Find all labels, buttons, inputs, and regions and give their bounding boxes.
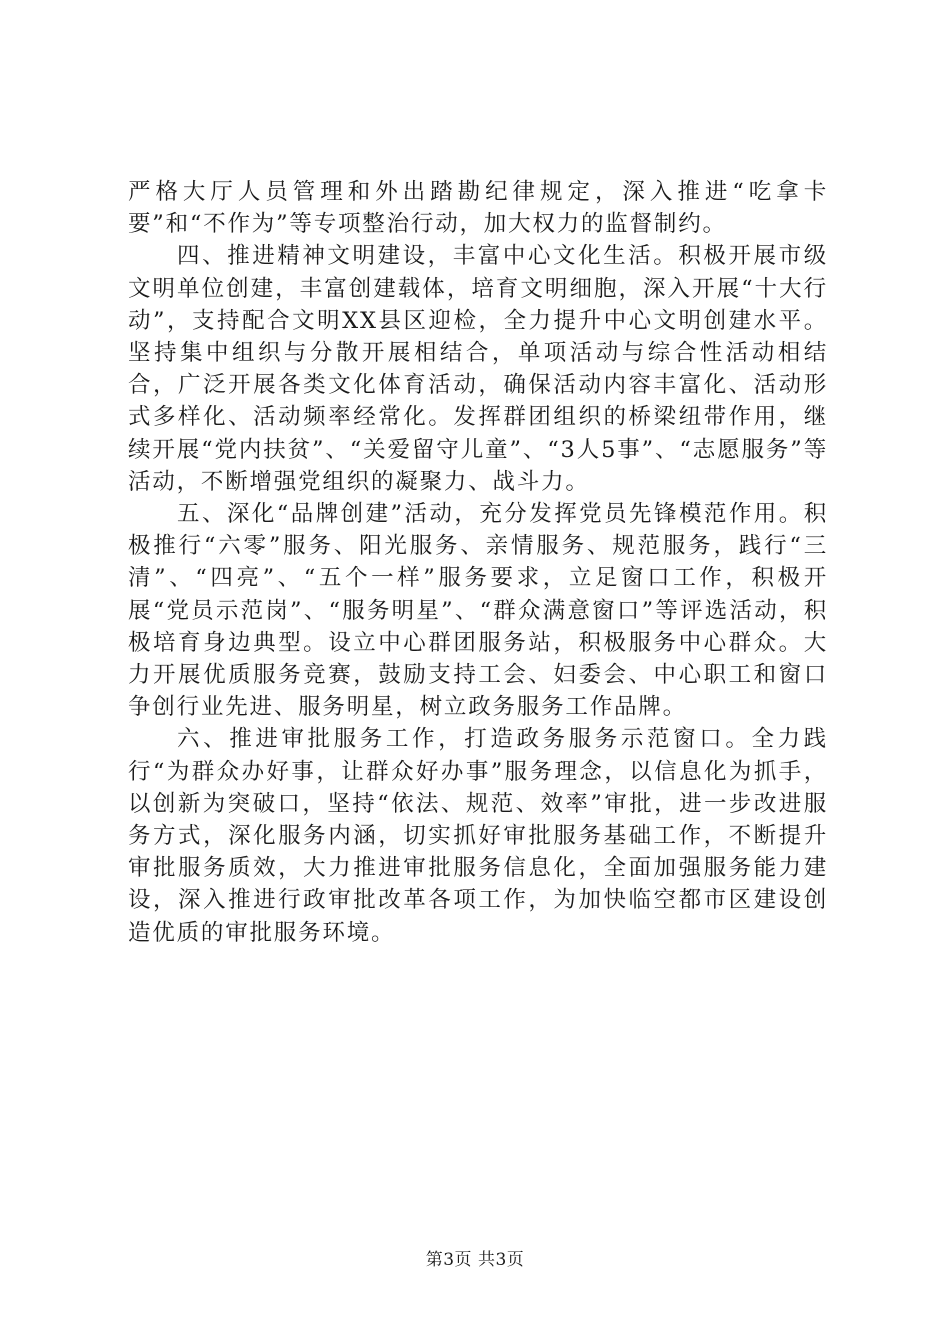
paragraph-continuation: 严格大厅人员管理和外出踏勘纪律规定，深入推进“吃拿卡要”和“不作为”等专项整治行动，加大权力的监督制约。	[128, 179, 828, 238]
paragraph-section-six: 六、推进审批服务工作，打造政务服务示范窗口。全力践行“为群众办好事，让群众好办事”服务理念，以信息化为抓手，以创新为突破口，坚持“依法、规范、效率”审批，进一步改进服务方式，深化服务内涵，切实抓好审批服务基础工作，不断提升审批服务质效，大力推进审批服务信息化，全面加强服务能力建设，深入推进行政审批改革各项工作，为加快临空都市区建设创造优质的审批服务环境。	[128, 726, 828, 946]
paragraph-section-four: 四、推进精神文明建设，丰富中心文化生活。积极开展市级文明单位创建，丰富创建载体，培育文明细胞，深入开展“十大行动”，支持配合文明XX县区迎检，全力提升中心文明创建水平。坚持集中组织与分散开展相结合，单项活动与综合性活动相结合，广泛开展各类文化体育活动，确保活动内容丰富化、活动形式多样化、活动频率经常化。发挥群团组织的桥梁纽带作用，继续开展“党内扶贫”、“关爱留守儿童”、“3人5事”、“志愿服务”等活动，不断增强党组织的凝聚力、战斗力。	[128, 243, 828, 495]
page-number-footer: 第3页 共3页	[425, 1250, 525, 1270]
paragraph-section-five: 五、深化“品牌创建”活动，充分发挥党员先锋模范作用。积极推行“六零”服务、阳光服务、亲情服务、规范服务，践行“三清”、“四亮”、“五个一样”服务要求，立足窗口工作，积极开展“党员示范岗”、“服务明星”、“群众满意窗口”等评选活动，积极培育身边典型。设立中心群团服务站，积极服务中心群众。大力开展优质服务竞赛，鼓励支持工会、妇委会、中心职工和窗口争创行业先进、服务明星，树立政务服务工作品牌。	[128, 501, 828, 721]
document-body	[128, 176, 828, 949]
